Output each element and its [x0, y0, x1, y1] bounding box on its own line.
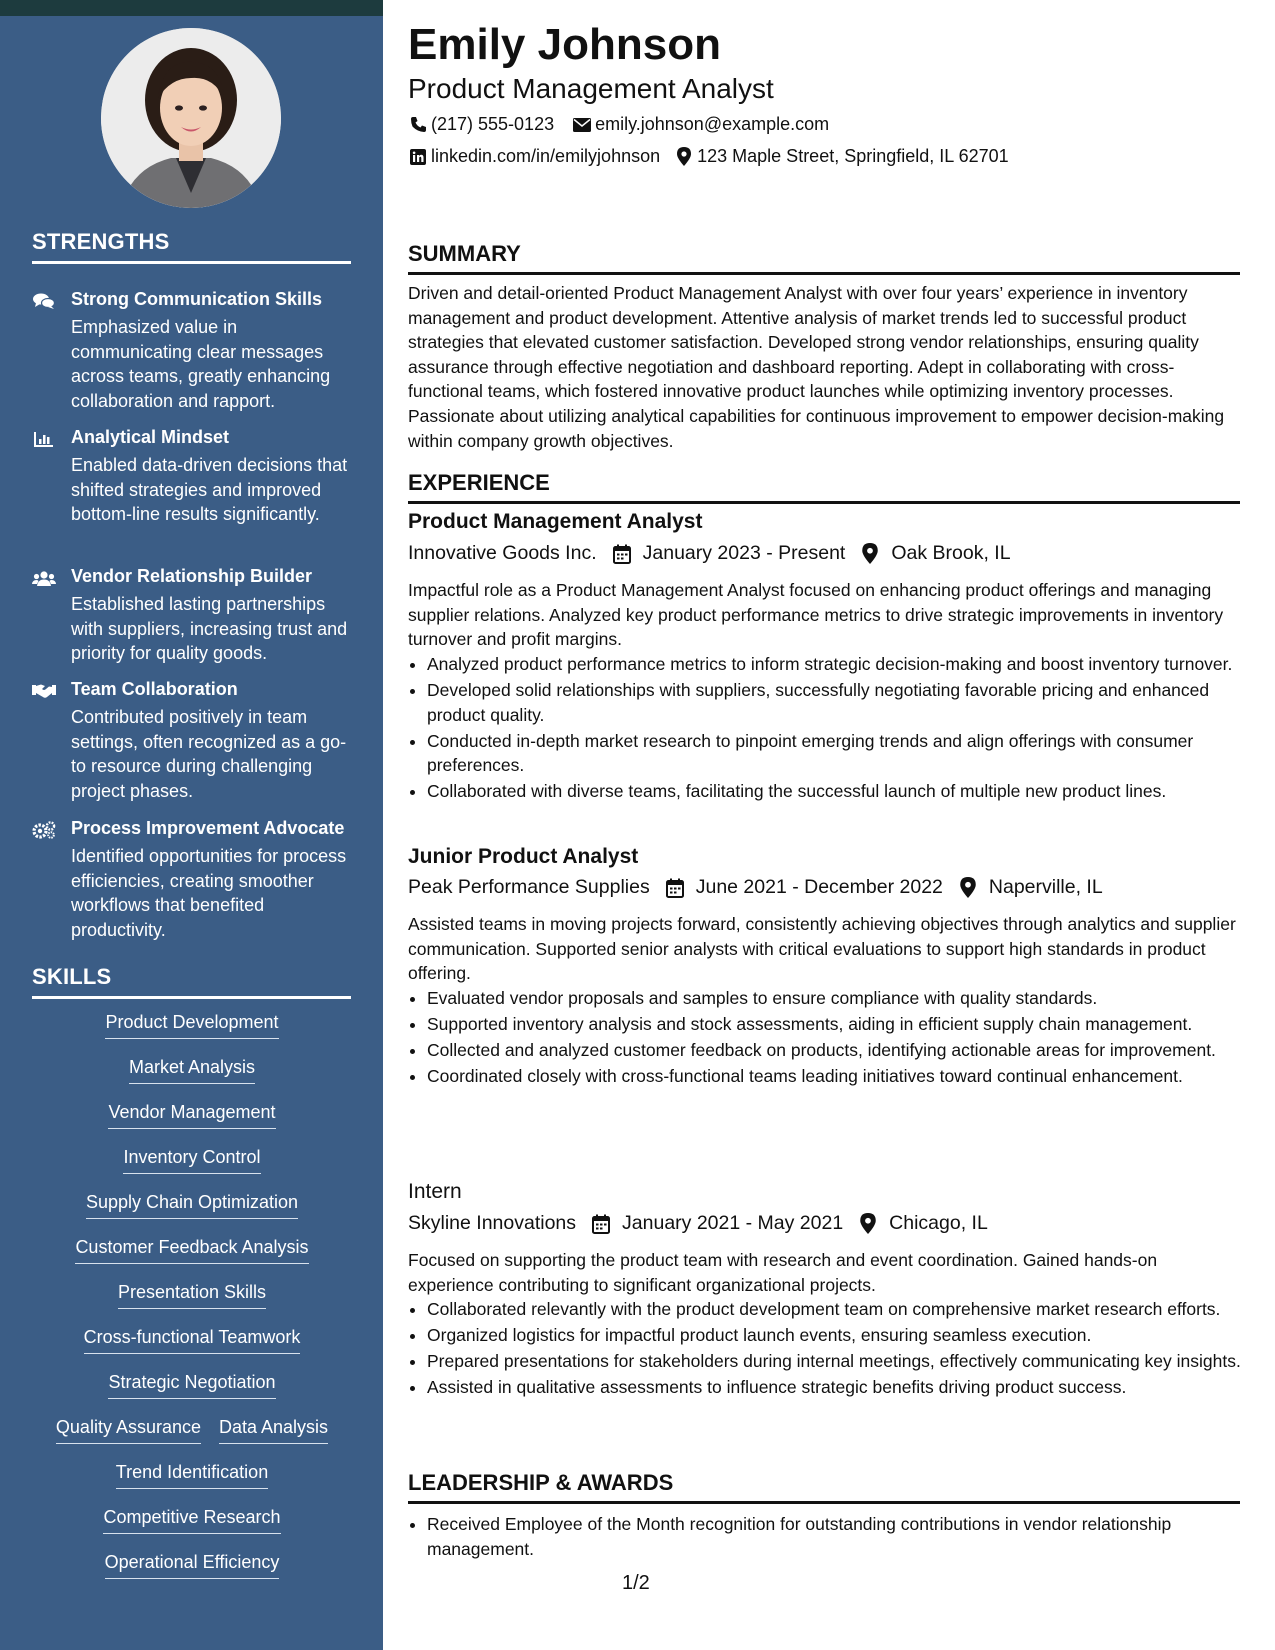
skill-tag: Quality Assurance	[56, 1415, 201, 1444]
skills-list	[32, 1010, 352, 1595]
strength-desc: Established lasting partnerships with suppliers, increasing trust and priority for quality goods.	[71, 594, 348, 663]
list-item: • Prepared presentations for stakeholders during internal meetings, effectively communicating key insights.	[427, 1349, 1259, 1374]
strength-title: Team Collaboration	[71, 679, 238, 699]
job-location: Naperville, IL	[988, 876, 1103, 898]
strengths-heading: STRENGTHS	[32, 229, 351, 264]
job-description: Impactful role as a Product Management Analyst focused on enhancing product offerings and managing supplier relations. Analyzed key product performance metrics to drive strategic improvements in inventory turnover and profit margins.	[408, 580, 1224, 650]
skill-tag: Vendor Management	[108, 1100, 275, 1129]
candidate-role: Product Management Analyst	[408, 73, 774, 104]
job-description: Focused on supporting the product team with research and event coordination. Gained hands-on experience contributing to significant organizational projects.	[408, 1250, 1158, 1295]
job-meta	[408, 1212, 988, 1235]
location-pin-icon	[859, 543, 881, 565]
summary-text: Driven and detail-oriented Product Management Analyst with over four years’ experience in inventory management and product development. Attentive analysis of market trends led to successful product strategies that elevated customer satisfaction. Developed strong vendor relationships, ensuring quality assurance through effective negotiation and dashboard reporting. Adept in collaborating with cross-functional teams, which fostered innovative product launches while optimizing inventory processes. Passionate about utilizing analytical capabilities for continuous improvement to empower decision-making within company growth objectives.	[408, 283, 1225, 451]
address-text: 123 Maple Street, Springfield, IL 62701	[697, 146, 1009, 166]
page-number: 1/2	[622, 1572, 650, 1594]
list-item: • Collaborated relevantly with the product development team on comprehensive market research efforts.	[427, 1297, 1259, 1322]
contact-row	[408, 114, 829, 135]
email-icon	[572, 115, 592, 135]
bar-chart-icon	[32, 430, 56, 448]
phone-icon	[408, 115, 428, 135]
strength-title: Vendor Relationship Builder	[71, 566, 313, 586]
list-item: • Coordinated closely with cross-functional teams leading initiatives toward continual enhancement.	[427, 1064, 1259, 1089]
list-item: • Collected and analyzed customer feedback on products, identifying actionable areas for improvement.	[427, 1038, 1259, 1063]
skill-tag: Product Development	[105, 1010, 278, 1039]
gears-icon	[32, 821, 56, 839]
experience-heading: EXPERIENCE	[408, 470, 1240, 504]
linkedin-link[interactable]: linkedin.com/in/emilyjohnson	[431, 146, 661, 166]
awards-heading: LEADERSHIP & AWARDS	[408, 1470, 1240, 1504]
strength-title: Strong Communication Skills	[71, 289, 323, 309]
skill-tag: Presentation Skills	[118, 1280, 266, 1309]
location-pin-icon	[857, 1213, 879, 1235]
job-title: Product Management Analyst	[408, 510, 703, 533]
chat-bubbles-icon	[32, 292, 56, 310]
sidebar-top-band	[0, 0, 383, 16]
calendar-icon	[590, 1213, 612, 1235]
skill-tag: Trend Identification	[116, 1460, 268, 1489]
job-location: Oak Brook, IL	[891, 542, 1011, 564]
skill-tag: Supply Chain Optimization	[86, 1190, 298, 1219]
profile-photo	[101, 28, 281, 208]
job-dates: January 2021 - May 2021	[622, 1212, 844, 1234]
job-company: Skyline Innovations	[408, 1212, 577, 1234]
calendar-icon	[611, 543, 633, 565]
skill-tag: Cross-functional Teamwork	[84, 1325, 301, 1354]
list-item: • Collaborated with diverse teams, facilitating the successful launch of multiple new product lines.	[427, 779, 1259, 804]
strength-desc: Emphasized value in communicating clear messages across teams, greatly enhancing collaboration and rapport.	[71, 317, 331, 411]
job-title: Junior Product Analyst	[408, 845, 639, 868]
list-item: • Developed solid relationships with suppliers, successfully negotiating favorable pricing and enhanced product quality.	[427, 678, 1259, 727]
phone-text[interactable]: (217) 555-0123	[431, 114, 555, 134]
calendar-icon	[664, 877, 686, 899]
list-item: • Supported inventory analysis and stock assessments, aiding in efficient supply chain management.	[427, 1012, 1259, 1037]
skill-tag: Competitive Research	[103, 1505, 280, 1534]
strength-desc: Identified opportunities for process efficiencies, creating smoother workflows that benefited productivity.	[71, 846, 347, 940]
sidebar	[0, 0, 383, 1650]
job-meta	[408, 542, 1011, 565]
job-location: Chicago, IL	[889, 1212, 988, 1234]
list-item: • Organized logistics for impactful product launch events, ensuring seamless execution.	[427, 1323, 1259, 1348]
strength-title: Process Improvement Advocate	[71, 818, 345, 838]
location-pin-icon	[957, 877, 979, 899]
skills-heading: SKILLS	[32, 964, 351, 999]
list-item: • Conducted in-depth market research to pinpoint emerging trends and align offerings with consumer preferences.	[427, 729, 1259, 778]
list-item: • Analyzed product performance metrics to inform strategic decision-making and boost inventory turnover.	[427, 652, 1259, 677]
skill-tag: Inventory Control	[123, 1145, 260, 1174]
job-bullets	[408, 986, 1259, 1090]
job-dates: January 2023 - Present	[642, 542, 846, 564]
skill-tag: Data Analysis	[219, 1415, 328, 1444]
awards-list	[408, 1512, 1259, 1563]
strength-desc: Enabled data-driven decisions that shifted strategies and improved bottom-line results significantly.	[71, 455, 348, 524]
list-item: • Received Employee of the Month recognition for outstanding contributions in vendor relationship management.	[427, 1512, 1259, 1561]
strength-desc: Contributed positively in team settings, often recognized as a go-to resource during challenging project phases.	[71, 707, 347, 801]
job-meta	[408, 876, 1103, 899]
contact-row	[408, 146, 1009, 167]
skill-tag: Strategic Negotiation	[108, 1370, 275, 1399]
skill-tag: Customer Feedback Analysis	[75, 1235, 308, 1264]
strength-title: Analytical Mindset	[71, 427, 230, 447]
candidate-name: Emily Johnson	[408, 20, 721, 69]
location-pin-icon	[674, 147, 694, 167]
list-item: • Assisted in qualitative assessments to influence strategic benefits driving product success.	[427, 1375, 1259, 1400]
job-dates: June 2021 - December 2022	[695, 876, 943, 898]
linkedin-icon	[408, 147, 428, 167]
users-icon	[32, 569, 56, 587]
skill-tag: Operational Efficiency	[105, 1550, 280, 1579]
job-bullets	[408, 652, 1259, 805]
job-bullets	[408, 1297, 1259, 1401]
job-description: Assisted teams in moving projects forward, consistently achieving objectives through analytics and supplier communication. Supported senior analysts with critical evaluations to support high standards in product offering.	[408, 914, 1236, 984]
job-company: Peak Performance Supplies	[408, 876, 650, 898]
list-item: • Evaluated vendor proposals and samples to ensure compliance with quality standards.	[427, 986, 1259, 1011]
job-title: Intern	[408, 1180, 462, 1203]
skill-tag: Market Analysis	[129, 1055, 255, 1084]
handshake-icon	[32, 682, 56, 700]
email-link[interactable]: emily.johnson@example.com	[595, 114, 830, 134]
summary-heading: SUMMARY	[408, 241, 1240, 275]
job-company: Innovative Goods Inc.	[408, 542, 597, 564]
